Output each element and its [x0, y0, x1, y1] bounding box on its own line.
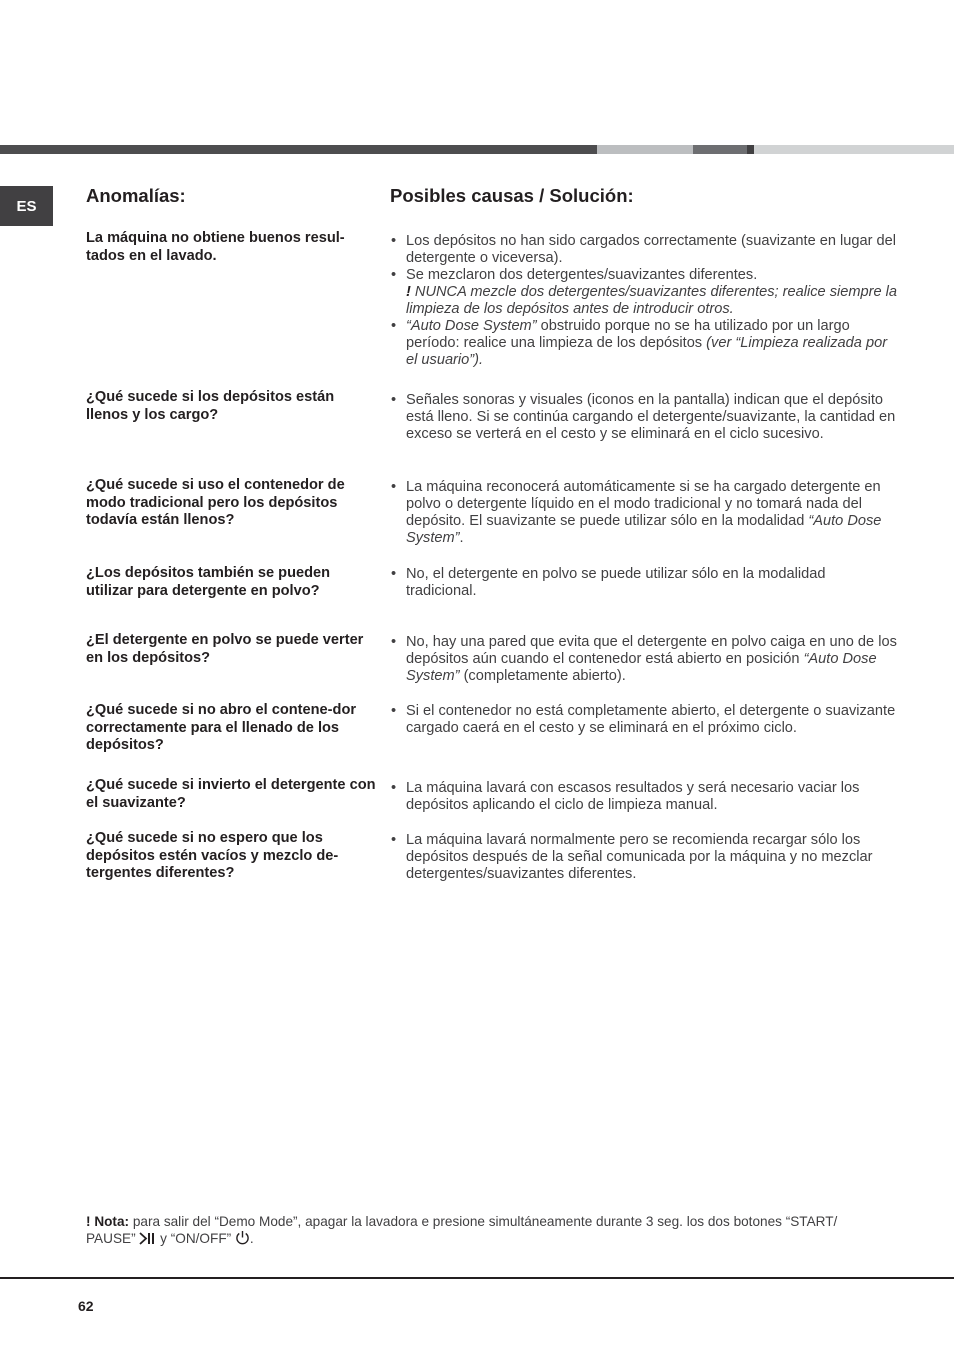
answer-item: • No, el detergente en polvo se puede utilizar sólo en la modalidad tradicional.: [391, 566, 826, 599]
bullet: •: [391, 703, 397, 719]
demo-mode-note: [86, 1213, 886, 1249]
bullet: •: [391, 832, 397, 848]
answer-item: • La máquina reconocerá automáticamente si se ha cargado detergente en polvo o detergente líquido en el modo tradicional y no tomará nada del depósito. El suavizante se puede utilizar sólo en la modalidad “Auto Dose System”.: [391, 479, 882, 546]
question-7: ¿Qué sucede si invierto el detergente con el suavizante?: [86, 777, 376, 811]
answer-list-2: [390, 392, 900, 443]
answer-item: • Si el contenedor no está completamente abierto, el detergente o suavizante cargado caerá en el cesto y se eliminará en el próximo ciclo.: [391, 703, 896, 736]
top-bar-light: [597, 145, 693, 154]
answer-item: • La máquina lavará normalmente pero se recomienda recargar sólo los depósitos después de la señal comunicada por la máquina y no mezclar detergentes/suavizantes diferentes.: [391, 832, 873, 882]
note-text-2: y “ON/OFF”: [156, 1231, 235, 1246]
note-text-3: .: [249, 1231, 254, 1246]
answer-item: • No, hay una pared que evita que el detergente en polvo caiga en uno de los depósitos aún cuando el contenedor está abierto en posición “Auto Dose System” (completamente abierto).: [391, 634, 897, 684]
answer-item: • Los depósitos no han sido cargados correctamente (suavizante en lugar del detergente o viceversa).: [391, 233, 897, 266]
footer-rule: [0, 1277, 954, 1279]
language-tab: ES: [0, 186, 53, 226]
question-2: ¿Qué sucede si los depósitos están llenos y los cargo?: [86, 389, 335, 423]
question-1: La máquina no obtiene buenos resul-tados en el lavado.: [86, 230, 345, 264]
power-icon: [235, 1230, 250, 1249]
answer-list-4: [390, 566, 900, 600]
top-bar-dark: [0, 145, 597, 154]
top-bar-lightest: [754, 145, 954, 154]
warning-mark: !: [406, 284, 411, 300]
bullet: •: [391, 634, 397, 650]
warning-text: NUNCA mezcle dos detergentes/suavizantes diferentes; realice siempre la limpieza de los depósitos antes de introducir otros.: [406, 284, 898, 317]
play-pause-icon: [139, 1232, 156, 1249]
answer-list-7: [390, 780, 900, 814]
bullet: •: [391, 479, 397, 495]
top-bar-mid: [693, 145, 747, 154]
note-label: Nota:: [94, 1214, 130, 1229]
bullet: •: [391, 233, 397, 249]
note-text-1: para salir del “Demo Mode”, apagar la lavadora e presione simultáneamente durante 3 seg. los dos botones “START/ PAUSE”: [86, 1214, 838, 1246]
bullet: •: [391, 318, 397, 334]
question-4: ¿Los depósitos también se pueden utilizar para detergente en polvo?: [86, 565, 331, 599]
answer-item: • Señales sonoras y visuales (iconos en la pantalla) indican que el depósito está lleno. Si se continúa cargando el detergente/suavizante, la cantidad en exceso se verterá en el cesto y se eliminará en el ciclo sucesivo.: [391, 392, 896, 442]
causes-heading: Posibles causas / Solución:: [390, 185, 634, 206]
note-mark: !: [86, 1214, 91, 1229]
bullet: •: [391, 566, 397, 582]
page-number: 62: [78, 1298, 94, 1314]
anomalies-heading: Anomalías:: [86, 185, 186, 206]
bullet: •: [391, 392, 397, 408]
top-bar-marker: [747, 145, 754, 154]
answer-list-1: [390, 233, 900, 369]
answer-list-3: [390, 479, 900, 547]
question-5: ¿El detergente en polvo se puede verter en los depósitos?: [86, 632, 364, 666]
answer-list-5: [390, 634, 900, 685]
question-6: ¿Qué sucede si no abro el contene-dor correctamente para el llenado de los depósitos?: [86, 702, 357, 753]
question-3: ¿Qué sucede si uso el contenedor de modo tradicional pero los depósitos todavía están llenos?: [86, 477, 345, 528]
answer-list-8: [390, 832, 900, 883]
question-8: ¿Qué sucede si no espero que los depósitos estén vacíos y mezclo de-tergentes diferentes?: [86, 830, 339, 881]
answer-item: • Se mezclaron dos detergentes/suavizantes diferentes. ! NUNCA mezcle dos detergentes/suavizantes diferentes; realice siempre la limpieza de los depósitos antes de introducir otros.: [391, 267, 898, 317]
answer-list-6: [390, 703, 900, 737]
answer-item: • “Auto Dose System” obstruido porque no se ha utilizado por un largo período: realice una limpieza de los depósitos (ver “Limpieza realizada por el usuario”).: [391, 318, 888, 368]
answer-item: • La máquina lavará con escasos resultados y será necesario vaciar los depósitos aplicando el ciclo de limpieza manual.: [391, 780, 860, 813]
bullet: •: [391, 267, 397, 283]
bullet: •: [391, 780, 397, 796]
